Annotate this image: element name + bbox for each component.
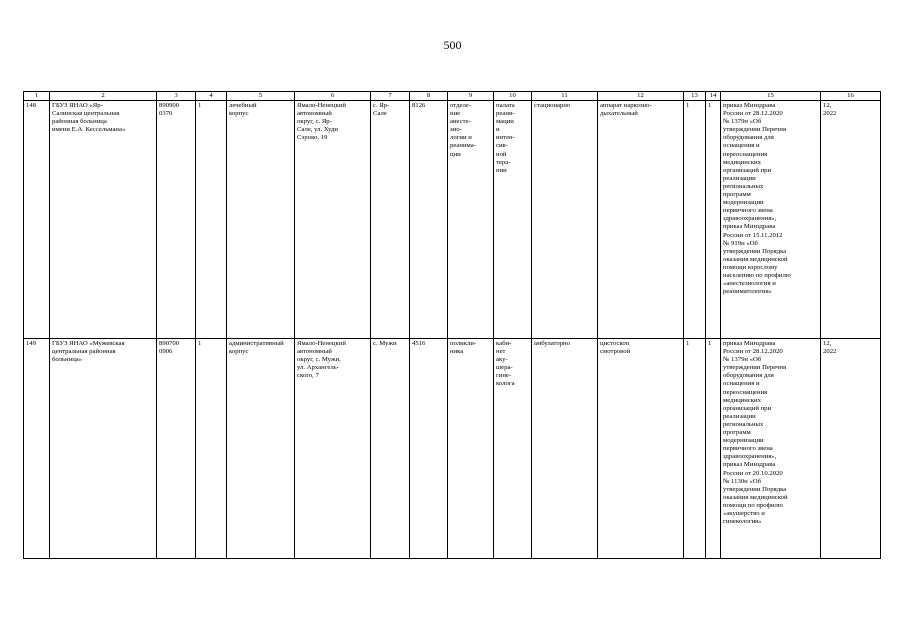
- equipment-cell: аппарат наркозно- дыхательный: [598, 101, 684, 339]
- department-cell: отделе- ние анесте- зио- логии и реанима- ции: [448, 101, 494, 339]
- row-number-cell: 149: [24, 339, 50, 559]
- column-header-5: 5: [227, 92, 295, 101]
- regulation-cell: приказ Минздрава России от 28.12.2020 № 1379н «Об утверждении Перечня оборудования для оснащения и переоснащения медицинских организаций при реализации региональных программ модернизации первичного звена здравоохранения», приказ Минздрава России от 15.11.2012 № 919н «Об утверждении Порядка оказания медицинской помощи взрослому населению по профилю «анестезиология и реаниматология»: [721, 101, 821, 339]
- column-header-2: 2: [50, 92, 157, 101]
- code-cell: 890700 0906: [157, 339, 196, 559]
- column-header-1: 1: [24, 92, 50, 101]
- population-cell: 4516: [410, 339, 448, 559]
- address-cell: Ямало-Ненецкий автономный округ, с. Яр- Сале, ул. Худи Сэроко, 19: [295, 101, 371, 339]
- equipment-cell: цистоскоп смотровой: [598, 339, 684, 559]
- number-cell: 1: [196, 101, 227, 339]
- regulation-cell: приказ Минздрава России от 28.12.2020 № 1379н «Об утверждении Перечня оборудования для оснащения и переоснащения медицинских организаций при реализации региональных программ модернизации первичного звена здравоохранения», приказ Минздрава России от 20.10.2020 № 1130н «Об утверждении Порядка оказания медицинской помощи по профилю «акушерство и гинекология»: [721, 339, 821, 559]
- period-cell: 12, 2022: [821, 339, 881, 559]
- settlement-cell: с. Мужи: [371, 339, 410, 559]
- care-type-cell: амбулаторно: [532, 339, 598, 559]
- settlement-cell: с. Яр- Сале: [371, 101, 410, 339]
- care-type-cell: стационарно: [532, 101, 598, 339]
- building-cell: лечебный корпус: [227, 101, 295, 339]
- room-cell: каби- нет аку- шера- гине- колога: [494, 339, 532, 559]
- column-header-16: 16: [821, 92, 881, 101]
- column-header-8: 8: [410, 92, 448, 101]
- quantity-cell: 1: [684, 339, 706, 559]
- table-row: [24, 339, 881, 559]
- organization-cell: ГБУЗ ЯНАО «Мужевская центральная районная больница»: [50, 339, 157, 559]
- address-cell: Ямало-Ненецкий автономный округ, с. Мужи, ул. Архангель- ского, 7: [295, 339, 371, 559]
- column-header-10: 10: [494, 92, 532, 101]
- number-cell: 1: [196, 339, 227, 559]
- equipment-table: [23, 91, 881, 559]
- table-row: [24, 101, 881, 339]
- column-header-3: 3: [157, 92, 196, 101]
- building-cell: административный корпус: [227, 339, 295, 559]
- column-header-13: 13: [684, 92, 706, 101]
- column-header-12: 12: [598, 92, 684, 101]
- organization-cell: ГБУЗ ЯНАО «Яр- Салинская центральная районная больница имени Е.А. Кессельмана»: [50, 101, 157, 339]
- header-row: [24, 92, 881, 101]
- quantity-cell: 1: [684, 101, 706, 339]
- code-cell: 890900 0370: [157, 101, 196, 339]
- period-cell: 12, 2022: [821, 101, 881, 339]
- row-number-cell: 148: [24, 101, 50, 339]
- column-header-7: 7: [371, 92, 410, 101]
- column-header-15: 15: [721, 92, 821, 101]
- room-cell: палата реани- мации и интен- сив- ной тера- пии: [494, 101, 532, 339]
- column-header-6: 6: [295, 92, 371, 101]
- count-cell: 1: [706, 101, 721, 339]
- column-header-9: 9: [448, 92, 494, 101]
- department-cell: поликли- ника: [448, 339, 494, 559]
- column-header-4: 4: [196, 92, 227, 101]
- count-cell: 1: [706, 339, 721, 559]
- column-header-14: 14: [706, 92, 721, 101]
- page-number: 500: [443, 38, 462, 52]
- population-cell: 8126: [410, 101, 448, 339]
- column-header-11: 11: [532, 92, 598, 101]
